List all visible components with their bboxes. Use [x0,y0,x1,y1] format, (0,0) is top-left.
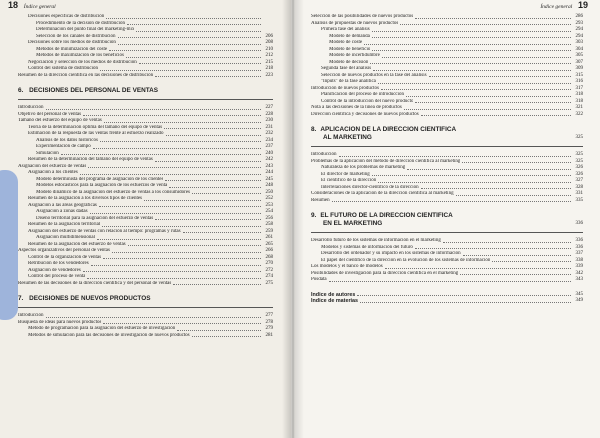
toc-entry-title: Asignación a los clientes [28,170,78,175]
toc-entry-page: 349 [575,298,583,303]
toc-entry-title: Análisis de los datos históricos [36,137,98,143]
toc-entry-page: 254 [265,209,273,214]
toc-entry-page: 336 [575,244,583,250]
chapter-6-heading [18,87,273,95]
toc-entry-page: 250 [265,189,273,195]
toc-entry-page: 232 [265,131,273,136]
book-gutter [282,0,304,438]
toc-leader-dots [460,271,571,276]
toc-entry-title: Teoría de la determinación óptima del tamaño del equipo de ventas [28,124,163,130]
toc-entry [311,112,583,119]
toc-leader-dots [360,298,571,303]
toc-leader-dots [139,60,261,65]
left-toc-body [18,14,273,339]
toc-entry-title: Modelo de decisión [329,59,369,65]
toc-leader-dots [103,320,261,325]
toc-leader-dots [370,60,571,65]
toc-entry-page: 337 [575,251,583,256]
chapter-9-title-line1: EL FUTURO DE LA DIRECCIÓN CIENTÍFICA [320,212,453,219]
right-page-number: 19 [577,0,588,10]
toc-entry-page: 325 [575,152,583,157]
toc-leader-dots [173,281,261,286]
chapter-7-entries [18,313,273,339]
toc-entry-title: Dirección científica y decisiones de nuevos productos [311,111,419,117]
toc-entry-title: Modelo determinista del programa de asignación de los clientes [36,176,164,182]
toc-leader-dots [155,157,261,162]
chapter-9-number: 9. [311,212,317,219]
toc-leader-dots [415,245,571,250]
toc-leader-dots [415,99,571,104]
toc-entry-title: Diseño territorial para la asignación del esfuerzo de ventas [36,215,154,221]
chapter-7-title: DECISIONES DE NUEVOS PRODUCTOS [29,295,151,302]
toc-entry-title: Introducción [18,105,44,110]
toc-entry-page: 231 [265,124,273,130]
toc-entry-title: Problemas de la aplicación del método de dirección científica al marketing [311,158,461,164]
chapter-8-page: 325 [575,135,583,140]
toc-entry-title: Simulación [36,150,59,156]
toc-entry-title: Modelo dinámico de la asignación del esfuerzo de ventas a los consumidores [36,189,190,195]
toc-leader-dots [177,326,261,331]
toc-entry-page: 317 [575,85,583,91]
toc-entry-title: Introducción [18,313,44,318]
toc-entry-page: 309 [575,66,583,71]
left-running-head-label: Índice general [23,4,56,10]
toc-entry-title: Experimentación de campo [36,144,91,149]
toc-entry-title: Naturaleza de los problemas de marketing [321,165,406,170]
toc-leader-dots [109,47,261,52]
toc-entry-page: 243 [265,163,273,169]
toc-entry-title: Segunda fase del análisis [321,66,372,71]
toc-leader-dots [421,185,571,190]
toc-entry-title: Índice de materias [311,298,359,304]
toc-leader-dots [183,229,261,234]
toc-leader-dots [406,92,571,97]
toc-entry-page: 218 [265,66,273,71]
toc-entry-title: Métodos de minimización del coste [36,46,108,52]
toc-entry-page: 315 [575,72,583,78]
toc-entry-page: 275 [265,280,273,286]
toc-entry-title: Asignación del esfuerzo de ventas [18,163,87,169]
toc-leader-dots [91,261,261,266]
toc-leader-dots [128,242,261,247]
chapter-9-entries [311,238,583,284]
toc-leader-dots [407,165,571,170]
toc-entry-title: Retribución de los vendedores [28,261,89,266]
toc-leader-dots [429,73,571,78]
chapter-7-rule [18,307,273,308]
toc-entry-title: Métodos de maximización de los beneficios [36,53,124,58]
toc-entry-page: 248 [265,183,273,188]
toc-leader-dots [126,53,261,58]
toc-entry-page: 223 [265,72,273,78]
toc-entry-title: Nota a las decisiones de la línea de productos [311,105,402,110]
toc-leader-dots [100,138,261,143]
toc-leader-dots [102,222,261,227]
toc-leader-dots [404,105,571,110]
toc-entry-title: Posdata [311,277,327,282]
toc-entry-page: 279 [265,326,273,331]
toc-entry-title: Índice de autores [311,291,356,298]
toc-entry-page: 277 [265,313,273,318]
toc-entry-title: Resumen de las decisiones de la dirección científica y del personal de ventas [18,280,172,286]
toc-entry-page: 316 [575,79,583,84]
toc-leader-dots [83,112,261,117]
toc-leader-dots [118,34,261,39]
toc-entry-page: 345 [575,291,583,297]
toc-entry-title: Asignación a zonas dadas [36,209,88,214]
chapter-7-heading [18,295,273,303]
left-intro-entries [18,14,273,79]
left-page-number: 18 [8,0,19,10]
toc-entry-page: 318 [575,92,583,97]
toc-leader-dots [144,196,261,201]
toc-entry-title: Asignación del esfuerzo de ventas con relación al tiempo: programas y rutas [28,228,181,234]
chapter-9-heading [311,212,583,228]
toc-entry-title: Introducción [311,152,337,157]
toc-entry-title: Asignación de vendedores [28,267,81,273]
chapter-6-rule [18,99,273,100]
toc-entry-title: Planificación del proceso de introducción [321,92,405,97]
toc-entry-title: Control de la introducción del nuevo producto [321,98,414,104]
toc-leader-dots [103,255,261,260]
toc-leader-dots [164,125,261,130]
toc-entry-title: Asignación a las áreas geográficas [28,202,97,208]
toc-entry-title: Selección de nuevos productos en la fase del análisis [321,72,427,78]
toc-entry-title: Control de la organización de ventas [28,254,102,260]
toc-entry-title: Introducción de nuevos productos [311,85,379,91]
toc-leader-dots [166,131,262,136]
toc-entry-page: 245 [265,176,273,182]
toc-entry-page: 272 [265,267,273,273]
toc-leader-dots [93,144,261,149]
toc-leader-dots [378,79,571,84]
toc-entry-title: Selección de los canales de distribución [36,33,116,39]
toc-entry-page: 281 [265,332,273,338]
toc-leader-dots [372,47,571,52]
toc-entry-page: 256 [265,215,273,221]
toc-leader-dots [127,21,261,26]
toc-entry-title: Aspectos organizativos del personal de ventas [18,248,110,253]
toc-leader-dots [372,27,571,32]
toc-leader-dots [169,183,261,188]
toc-entry-page: 258 [265,222,273,227]
toc-entry-page: 326 [575,171,583,177]
toc-entry-page: 244 [265,170,273,175]
right-toc-body [311,14,583,305]
toc-entry-title: Interrelaciones director-científico de la dirección [321,184,419,190]
right-page [291,0,600,438]
toc-entry-page: 274 [265,274,273,279]
toc-entry-title: El director de marketing [321,171,370,177]
toc-leader-dots [87,274,261,279]
toc-entry [18,333,273,340]
toc-leader-dots [90,209,261,214]
toc-entry-page: 228 [265,111,273,117]
toc-leader-dots [61,151,261,156]
toc-entry-title: Desarrollo futuro de los sistemas de información en el marketing [311,238,441,243]
toc-leader-dots [106,14,261,19]
toc-leader-dots [421,112,571,117]
toc-leader-dots [80,170,261,175]
chapter-8-number: 8. [311,126,317,133]
toc-entry-page: 266 [265,248,273,253]
toc-entry-page: 326 [575,165,583,170]
toc-entry-page: 304 [575,46,583,52]
toc-leader-dots [385,264,571,269]
chapter-9-rule [311,232,583,233]
toc-entry-page: 242 [265,157,273,162]
toc-entry-title: Resumen de la asignación territorial [28,222,101,227]
toc-entry-page: 268 [265,254,273,260]
toc-entry-page: 339 [575,264,583,269]
toc-leader-dots [372,34,571,39]
toc-entry-page: 240 [265,150,273,156]
toc-entry-page: 342 [575,270,583,276]
toc-leader-dots [373,66,571,71]
chapter-8-title-line1: APLICACIÓN DE LA DIRECCIÓN CIENTÍFICA [320,126,457,133]
toc-leader-dots [364,40,571,45]
right-running-head-label: Índice general [540,4,573,10]
chapter-8-entries [311,152,583,204]
toc-leader-dots [462,159,571,164]
toc-entry-title: Decisiones específicas de distribución [28,14,105,19]
toc-entry-page: 335 [575,197,583,203]
chapter-6-number: 6. [18,87,24,94]
toc-leader-dots [97,235,261,240]
toc-entry-page: 325 [575,158,583,164]
toc-leader-dots [400,21,571,26]
chapter-6-entries [18,105,273,287]
toc-entry-page: 336 [575,238,583,243]
toc-entry-title: Asignación multidimensional [36,235,96,240]
toc-entry-title: Objetivo del personal de ventas [18,111,82,117]
chapter-6-title: DECISIONES DEL PERSONAL DE VENTAS [29,87,159,94]
toc-entry-page: 321 [575,105,583,110]
toc-entry-page: 305 [575,53,583,58]
toc-entry-title: Determinación del punto final del marketing-mix [36,27,135,32]
toc-entry-title: Negociación y selección de los medios de distribución [28,59,137,65]
toc-leader-dots [46,105,261,110]
toc-entry-page: 237 [265,144,273,149]
toc-entry-page: 303 [575,40,583,45]
toc-entry-page: 208 [265,40,273,45]
toc-entry-page: 234 [265,137,273,143]
toc-leader-dots [46,313,261,318]
toc-entry-page: 261 [265,235,273,240]
toc-leader-dots [136,27,261,32]
toc-entry-page: 294 [575,27,583,32]
toc-entry-page: 278 [265,319,273,325]
toc-entry-title: Tamaño del esfuerzo del equipo de ventas [18,118,102,123]
right-running-head [540,0,588,10]
toc-entry-title: Resumen de la asignación del esfuerzo de ventas [28,241,126,247]
toc-entry-page: 294 [575,33,583,39]
toc-entry-title: Resumen de la determinación del tamaño del equipo de ventas [28,157,153,162]
toc-entry-page: 322 [575,111,583,117]
toc-entry-title: "Inputs" de la fase analítica [321,79,376,84]
toc-entry-title: Selección de las posibilidades de nuevos productos [311,14,414,19]
toc-entry-page: 286 [575,14,583,19]
toc-entry-title: Búsqueda de ideas para nuevos productos [18,319,102,325]
toc-leader-dots [332,198,571,203]
chapter-8-rule [311,146,583,147]
toc-leader-dots [192,190,261,195]
toc-leader-dots [381,86,571,91]
chapter-8-title-line2: AL MARKETING [323,134,372,141]
toc-entry-title: Resumen [311,197,330,203]
chapter-7-number: 7. [18,295,24,302]
toc-entry-title: Métodos de simulación para las decisiones de investigación de nuevos productos [28,332,190,338]
toc-leader-dots [378,178,571,183]
chapter-8-heading [311,126,583,142]
right-intro-entries [311,14,583,118]
toc-entry-page: 318 [575,98,583,104]
toc-leader-dots [329,277,571,282]
toc-leader-dots [99,203,261,208]
toc-entry-page: 331 [575,191,583,196]
toc-leader-dots [118,40,261,45]
toc-entry-title: Estimación de la respuesta de las ventas frente al esfuerzo realizado [28,131,164,136]
toc-leader-dots [443,238,571,243]
toc-leader-dots [339,152,571,157]
toc-entry-page: 265 [265,241,273,247]
left-page [0,0,291,438]
toc-leader-dots [112,248,261,253]
toc-entry-page: 252 [265,196,273,201]
chapter-9-page: 336 [575,221,583,226]
toc-leader-dots [100,66,261,71]
toc-entry-page: 338 [575,257,583,263]
toc-entry-title: Modelo de coste [329,40,363,45]
toc-leader-dots [104,118,261,123]
toc-entry-page: 293 [575,20,583,26]
toc-entry-page: 212 [265,53,273,58]
toc-entry-title: Decisiones sobre los medios de distribución [28,40,116,45]
toc-entry-title: Control del proceso de venta [28,274,86,279]
toc-entry-page: 307 [575,59,583,65]
toc-entry-title: Control del sistema de distribución [28,66,98,71]
toc-entry-page: 343 [575,277,583,282]
toc-entry-title: Modelo de incertidumbre [329,53,380,58]
toc-entry-title: Modelo de demanda [329,33,370,39]
toc-leader-dots [83,268,261,273]
toc-entry-title: Modelos y sistemas de información del futuro [321,244,413,250]
toc-entry-page: 210 [265,46,273,52]
toc-leader-dots [192,333,261,338]
left-running-head [8,0,56,10]
toc-entry-page: 253 [265,202,273,208]
toc-entry-title: Resumen de la asignación a los diversos tipos de clientes [28,196,143,201]
toc-entry-page: 230 [265,118,273,123]
toc-leader-dots [88,164,261,169]
toc-entry-page: 328 [575,184,583,190]
toc-entry [311,198,583,205]
toc-entry-title: Modelos estocásticos para la asignación de los esfuerzos de venta [36,183,168,188]
toc-entry-title: Resumen de la dirección científica en las decisiones de distribución [18,72,154,78]
index-entries [311,292,583,305]
toc-entry-title: Método de programación para la asignación del esfuerzo de investigación [28,326,176,331]
thumb [0,170,18,320]
toc-leader-dots [165,177,261,182]
toc-entry-page: 259 [265,228,273,234]
toc-entry-title: Desarrollo del ordenador y su impacto en los sistemas de información [321,251,461,256]
toc-leader-dots [415,14,571,19]
toc-entry-title: Modelo de beneficio [329,46,371,52]
toc-leader-dots [492,258,571,263]
toc-entry-title: El papel del científico de la dirección en la evolución de los sistemas de información [321,257,491,263]
toc-leader-dots [372,172,571,177]
toc-entry-title: Análisis de propuestas de nuevos productos [311,20,399,26]
toc-entry-page: 270 [265,261,273,266]
toc-entry [18,281,273,288]
toc-entry-page: 206 [265,33,273,39]
toc-entry [18,73,273,80]
toc-entry-title: Los modelos y el banco de modelos [311,264,383,269]
toc-entry-page: 327 [575,178,583,183]
toc-leader-dots [456,191,571,196]
toc-entry-page: 227 [265,105,273,110]
toc-leader-dots [382,53,571,58]
toc-entry-title: El científico de la dirección [321,178,377,183]
toc-entry-title: Consideraciones de la aplicación de la dirección científica al marketing [311,191,454,196]
toc-leader-dots [357,292,571,297]
toc-leader-dots [155,216,261,221]
toc-entry-title: Posibilidades de investigación para la dirección científica en el marketing [311,270,459,276]
toc-entry-title: Primera fase del análisis [321,27,370,32]
chapter-9-title-line2: EN EL MARKETING [323,220,383,227]
toc-leader-dots [155,73,261,78]
toc-entry-page: 215 [265,59,273,65]
toc-leader-dots [463,251,571,256]
toc-entry-title: Procedimiento de la decisión de distribución [36,20,126,26]
toc-entry [311,298,583,305]
